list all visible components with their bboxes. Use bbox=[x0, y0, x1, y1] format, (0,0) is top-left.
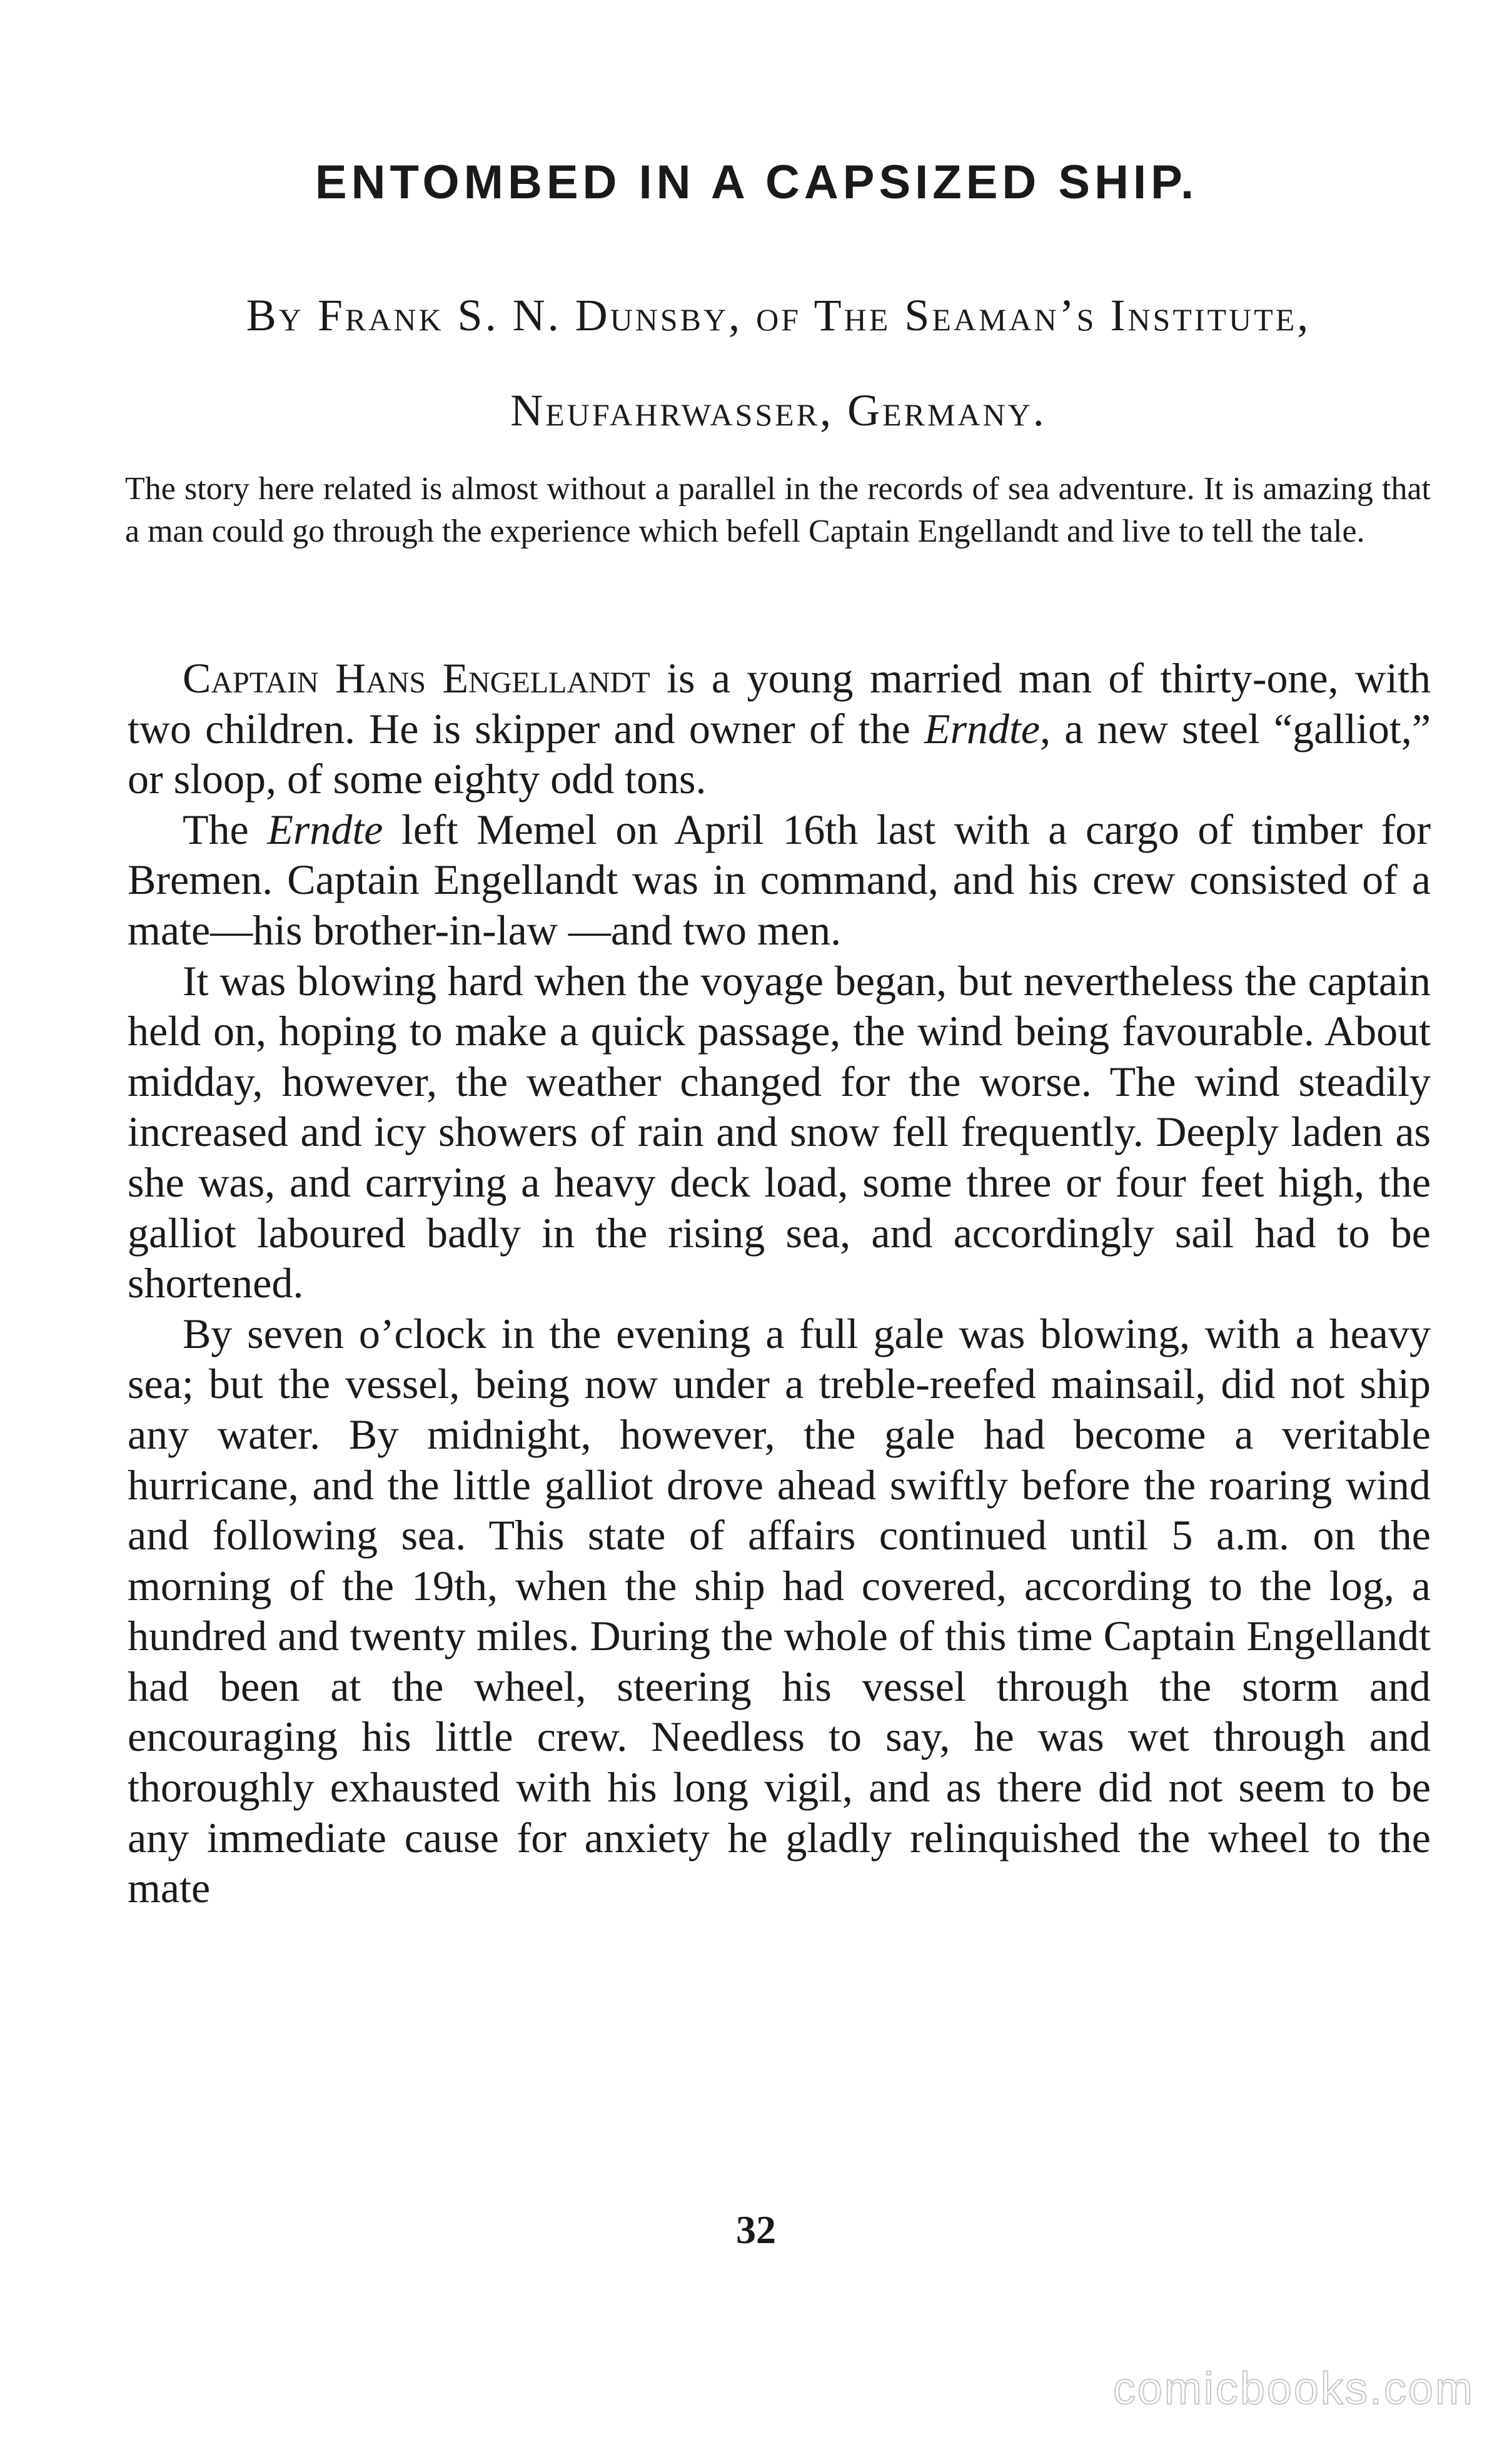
ship-name: Erndte bbox=[924, 704, 1041, 752]
paragraph-text: , a new steel “galliot,” or sloop, of some eighty odd tons. bbox=[128, 704, 1431, 803]
paragraph-text: The bbox=[183, 805, 268, 853]
article-byline bbox=[125, 268, 1432, 458]
body-paragraph-3: It was blowing hard when the voyage began, but nevertheless the captain held on, hoping to make a quick passage, the wind being favourable. About midday, however, the weather changed for the worse. The wind steadily increased and icy showers of rain and snow fell frequently. Deeply laden as she was, and carrying a heavy deck load, some three or four feet high, the galliot laboured badly in the rising sea, and accordingly sail had to be shortened. bbox=[128, 956, 1431, 1307]
article-title: ENTOMBED IN A CAPSIZED SHIP. bbox=[315, 156, 1199, 209]
byline-line-1: By Frank S. N. Dunsby, of The Seaman’s Institute, bbox=[246, 290, 1311, 340]
article-body bbox=[128, 653, 1431, 1913]
byline-line-2: Neufahrwasser, Germany. bbox=[510, 385, 1047, 435]
lead-in-name: Captain Hans Engellandt bbox=[183, 654, 650, 702]
paragraph-text: left Memel on April 16th last with a cargo of timber for Bremen. Captain Engellandt was in command, and his crew consisted of a mate—his brother-in-law —and two men. bbox=[128, 805, 1431, 954]
article-intro: The story here related is almost without a parallel in the records of sea adventure. It is amazing that a man could go through the experience which befell Captain Engellandt and live to tell the tale. bbox=[125, 471, 1431, 549]
body-paragraph-1 bbox=[128, 653, 1431, 804]
paragraph-text: is a young married man of thirty-one, with two children. He is skipper and owner of the bbox=[128, 654, 1431, 752]
watermark-logo: comicbooks.com bbox=[1112, 2364, 1474, 2414]
page-number: 32 bbox=[736, 2207, 776, 2252]
body-paragraph-2 bbox=[128, 804, 1431, 956]
ship-name: Erndte bbox=[267, 805, 383, 853]
body-paragraph-4: By seven o’clock in the evening a full gale was blowing, with a heavy sea; but the vessel, being now under a treble-reefed mainsail, did not ship any water. By midnight, however, the gale had become a veritable hurricane, and the little galliot drove ahead swiftly before the roaring wind and following sea. This state of affairs continued until 5 a.m. on the morning of the 19th, when the ship had covered, according to the log, a hundred and twenty miles. During the whole of this time Captain Engellandt had been at the wheel, steering his vessel through the storm and encouraging his little crew. Needless to say, he was wet through and thoroughly exhausted with his long vigil, and as there did not seem to be any immediate cause for anxiety he gladly relinquished the wheel to the mate bbox=[128, 1309, 1431, 1912]
